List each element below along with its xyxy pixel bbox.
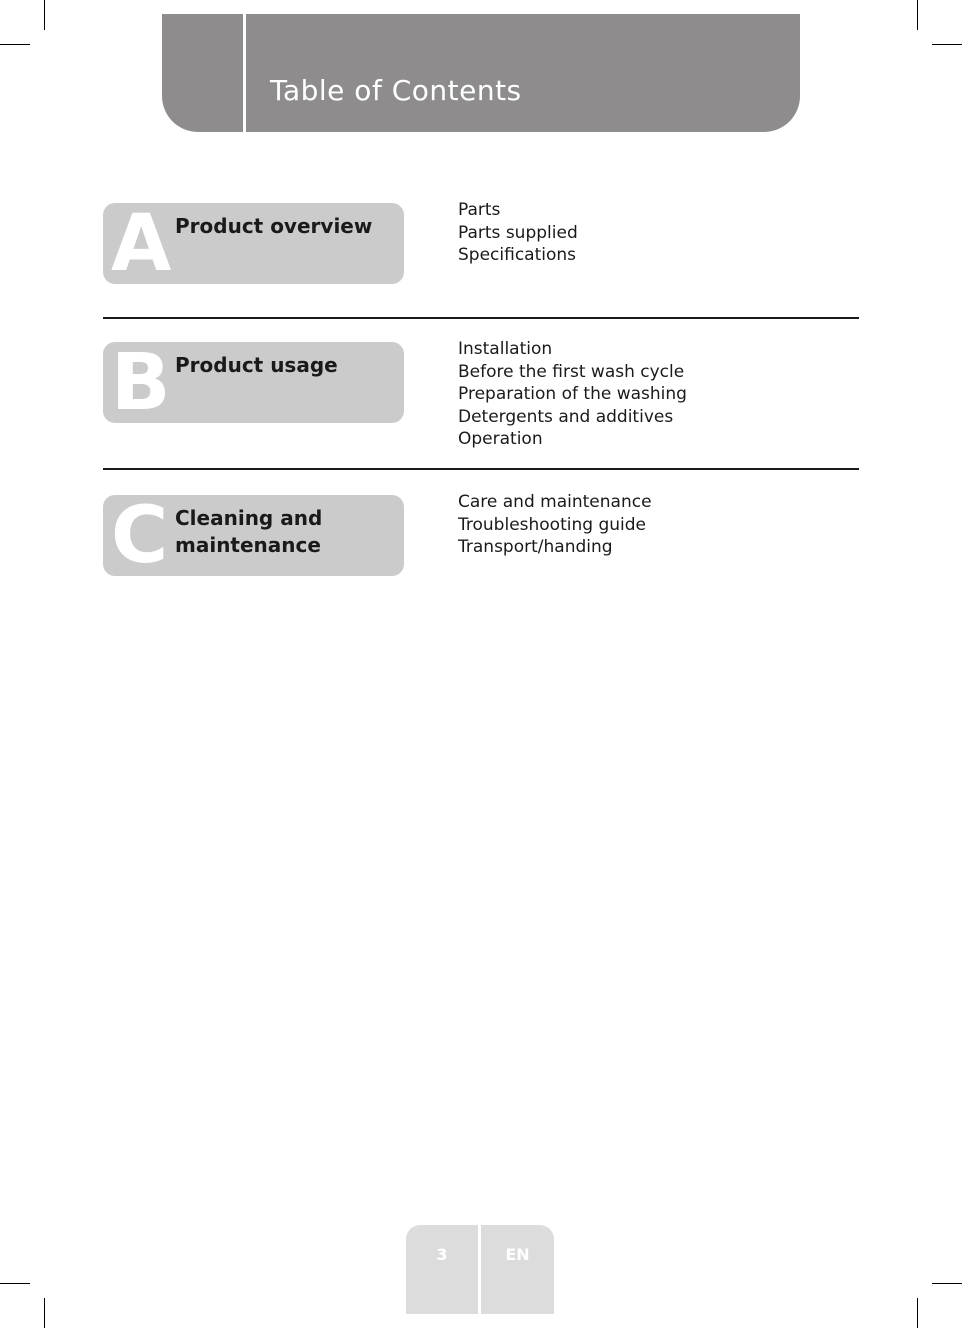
section-a-box[interactable]	[103, 203, 404, 284]
crop-mark	[44, 0, 45, 30]
section-b-box[interactable]	[103, 342, 404, 423]
toc-entry[interactable]: Care and maintenance	[458, 492, 652, 512]
section-b-letter: B	[111, 342, 171, 423]
toc-entry[interactable]: Specifications	[458, 245, 577, 266]
header-divider	[243, 14, 246, 132]
toc-entry[interactable]: Before the first wash cycle	[458, 361, 685, 382]
toc-entry[interactable]: Installation	[458, 339, 553, 359]
section-c-title: Cleaning and maintenance	[175, 506, 323, 557]
crop-mark	[917, 1298, 918, 1328]
page-title: Table of Contents	[270, 74, 522, 107]
crop-mark	[932, 1283, 962, 1284]
footer-divider	[478, 1225, 481, 1314]
section-c-entries	[458, 491, 652, 559]
section-c-box[interactable]	[103, 495, 404, 576]
section-b-title: Product usage	[175, 353, 338, 377]
toc-entry[interactable]: Parts supplied	[458, 222, 578, 243]
toc-entry[interactable]: Operation	[458, 429, 543, 450]
crop-mark	[917, 0, 918, 30]
section-a-letter: A	[111, 203, 172, 284]
section-divider	[103, 468, 859, 470]
toc-entry[interactable]: Parts	[458, 200, 501, 220]
toc-entry[interactable]: Transport/handing	[458, 537, 613, 558]
crop-mark	[0, 1283, 30, 1284]
section-a-entries	[458, 199, 578, 267]
language-label: EN	[505, 1245, 530, 1264]
section-divider	[103, 317, 859, 319]
crop-mark	[0, 44, 30, 45]
toc-entry[interactable]: Preparation of the washing	[458, 384, 687, 405]
section-a-title: Product overview	[175, 214, 373, 238]
page-number: 3	[436, 1245, 448, 1264]
crop-mark	[44, 1298, 45, 1328]
footer-tab	[406, 1225, 554, 1314]
toc-entry[interactable]: Detergents and additives	[458, 406, 674, 427]
section-c-letter: C	[111, 495, 169, 576]
toc-entry[interactable]: Troubleshooting guide	[458, 514, 646, 535]
crop-mark	[932, 44, 962, 45]
header-tab	[162, 14, 800, 132]
section-b-entries	[458, 338, 687, 451]
